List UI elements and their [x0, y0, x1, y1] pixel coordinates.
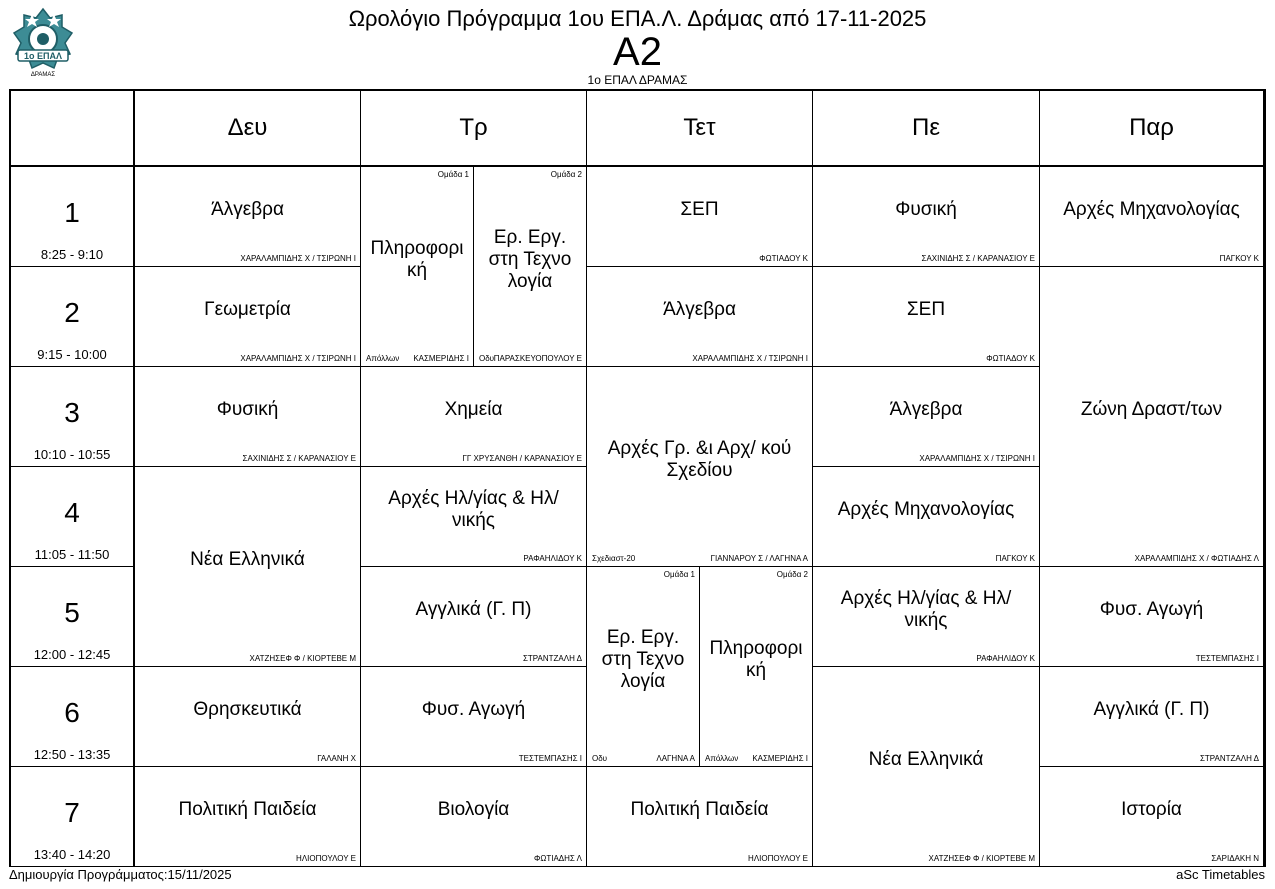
period-cell — [11, 567, 135, 667]
lesson-room: Απόλλων — [366, 354, 400, 363]
lesson-room: Σχεδιαστ-20 — [592, 554, 636, 563]
lesson-room: Οδυ — [592, 754, 608, 763]
lesson-teacher: ΤΕΣΤΕΜΠΑΣΗΣ Ι — [1195, 654, 1259, 663]
lesson-teacher: ΗΛΙΟΠΟΥΛΟΥ Ε — [296, 854, 356, 863]
lesson-teacher: ΚΑΣΜΕΡΙΔΗΣ Ι — [413, 354, 469, 363]
lesson-teacher: ΣΑΧΙΝΙΔΗΣ Σ / ΚΑΡΑΝΑΣΙΟΥ Ε — [921, 254, 1035, 263]
lesson-teacher: ΠΑΓΚΟΥ Κ — [1219, 254, 1259, 263]
period-number: 5 — [64, 597, 80, 628]
timetable-grid — [9, 89, 1266, 867]
lesson-cell[interactable] — [813, 467, 1040, 567]
creation-date: Δημιουργία Προγράμματος:15/11/2025 — [9, 867, 232, 882]
lesson-teacher: ΣΑΧΙΝΙΔΗΣ Σ / ΚΑΡΑΝΑΣΙΟΥ Ε — [242, 454, 356, 463]
lesson-teacher: ΧΑΡΑΛΑΜΠΙΔΗΣ Χ / ΤΣΙΡΩΝΗ Ι — [240, 354, 356, 363]
lesson-subject: Βιολογία — [437, 798, 510, 820]
lesson-teacher: ΧΑΤΖΗΣΕΦ Φ / ΚΙΟΡΤΕΒΕ Μ — [928, 854, 1035, 863]
period-number: 3 — [64, 397, 80, 428]
lesson-cell[interactable] — [813, 267, 1040, 367]
day-header: Τετ — [587, 91, 813, 167]
school-logo-icon — [10, 6, 76, 80]
day-header: Δευ — [135, 91, 361, 167]
lesson-subject: Νέα Ελληνικά — [190, 548, 305, 570]
lesson-teacher: ΧΑΡΑΛΑΜΠΙΔΗΣ Χ / ΤΣΙΡΩΝΗ Ι — [692, 354, 808, 363]
lesson-cell[interactable] — [587, 267, 813, 367]
lesson-cell[interactable] — [1040, 567, 1264, 667]
lesson-teacher: ΣΤΡΑΝΤΖΑΛΗ Δ — [1199, 754, 1259, 763]
day-header: Πε — [813, 91, 1040, 167]
lesson-teacher: ΚΑΣΜΕΡΙΔΗΣ Ι — [752, 754, 808, 763]
lesson-cell[interactable] — [587, 367, 813, 567]
period-time: 12:00 - 12:45 — [33, 647, 111, 662]
lesson-cell[interactable] — [361, 667, 587, 767]
lesson-subject: Άλγεβρα — [663, 298, 736, 320]
lesson-cell[interactable] — [1040, 267, 1264, 567]
period-time: 13:40 - 14:20 — [33, 847, 111, 862]
lesson-teacher: ΧΑΤΖΗΣΕΦ Φ / ΚΙΟΡΤΕΒΕ Μ — [249, 654, 356, 663]
period-number: 4 — [64, 497, 80, 528]
lesson-teacher: ΦΩΤΙΑΔΟΥ Κ — [986, 354, 1035, 363]
lesson-subject: Αρχές Μηχανολογίας — [837, 498, 1015, 520]
lesson-subject: Αρχές Γρ. &ι Αρχ/ κού Σχεδίου — [607, 437, 792, 481]
lesson-teacher: ΦΩΤΙΑΔΗΣ Λ — [534, 854, 582, 863]
lesson-teacher: ΧΑΡΑΛΑΜΠΙΔΗΣ Χ / ΤΣΙΡΩΝΗ Ι — [919, 454, 1035, 463]
lesson-cell[interactable] — [700, 567, 813, 767]
lesson-cell[interactable] — [474, 167, 587, 367]
lesson-subject: ΣΕΠ — [906, 298, 946, 320]
lesson-cell[interactable] — [587, 167, 813, 267]
lesson-teacher: ΡΑΦΑΗΛΙΔΟΥ Κ — [523, 554, 582, 563]
lesson-subject: Φυσ. Αγωγή — [1099, 598, 1204, 620]
lesson-subject: Πολιτική Παιδεία — [630, 798, 769, 820]
period-cell — [11, 467, 135, 567]
lesson-teacher: ΠΑΡΑΣΚΕΥΟΠΟΥΛΟΥ Ε — [493, 354, 582, 363]
lesson-room: Απόλλων — [705, 754, 739, 763]
lesson-subject: Φυσική — [216, 398, 279, 420]
period-cell — [11, 167, 135, 267]
lesson-cell[interactable] — [813, 167, 1040, 267]
lesson-cell[interactable] — [361, 367, 587, 467]
lesson-subject: Γεωμετρία — [204, 298, 291, 320]
lesson-teacher: ΓΙΑΝΝΑΡΟΥ Σ / ΛΑΓΗΝΑ Α — [710, 554, 808, 563]
lesson-cell[interactable] — [135, 767, 361, 867]
lesson-cell[interactable] — [361, 167, 474, 367]
lesson-subject: Άλγεβρα — [211, 198, 284, 220]
lesson-teacher: ΗΛΙΟΠΟΥΛΟΥ Ε — [748, 854, 808, 863]
lesson-subject: Αγγλικά (Γ. Π) — [415, 598, 532, 620]
lesson-room: Οδυ — [479, 354, 495, 363]
corner-cell — [11, 91, 135, 167]
class-name: A2 — [613, 30, 662, 74]
lesson-cell[interactable] — [1040, 667, 1264, 767]
period-cell — [11, 767, 135, 867]
lesson-teacher: ΦΩΤΙΑΔΟΥ Κ — [759, 254, 808, 263]
lesson-subject: Φυσική — [895, 198, 957, 220]
lesson-subject: Θρησκευτικά — [193, 698, 302, 720]
lesson-group: Ομάδα 1 — [437, 170, 469, 179]
lesson-subject: Αρχές Μηχανολογίας — [1063, 198, 1240, 220]
lesson-subject: Πληροφορι κή — [709, 637, 803, 681]
period-cell — [11, 267, 135, 367]
lesson-subject: Ζώνη Δραστ/των — [1080, 398, 1223, 420]
lesson-subject: Πολιτική Παιδεία — [178, 798, 317, 820]
lesson-cell[interactable] — [135, 667, 361, 767]
lesson-cell[interactable] — [587, 767, 813, 867]
lesson-cell[interactable] — [361, 567, 587, 667]
period-time: 9:15 - 10:00 — [37, 347, 107, 362]
lesson-teacher: ΧΑΡΑΛΑΜΠΙΔΗΣ Χ / ΤΣΙΡΩΝΗ Ι — [240, 254, 356, 263]
software-credit: aSc Timetables — [1176, 867, 1265, 882]
lesson-group: Ομάδα 2 — [550, 170, 582, 179]
lesson-cell[interactable] — [813, 667, 1040, 867]
period-number: 1 — [64, 197, 80, 228]
lesson-teacher: ΓΑΛΑΝΗ Χ — [317, 754, 356, 763]
lesson-teacher: ΤΕΣΤΕΜΠΑΣΗΣ Ι — [518, 754, 582, 763]
lesson-cell[interactable] — [135, 467, 361, 667]
lesson-group: Ομάδα 1 — [663, 570, 695, 579]
lesson-subject: Αγγλικά (Γ. Π) — [1093, 698, 1210, 720]
lesson-teacher: ΛΑΓΗΝΑ Α — [656, 754, 695, 763]
lesson-cell[interactable] — [361, 767, 587, 867]
lesson-subject: Αρχές Ηλ/γίας & Ηλ/ νικής — [840, 587, 1012, 631]
logo-text: 1ο ΕΠΑΛ — [23, 51, 63, 61]
period-number: 7 — [64, 797, 80, 828]
lesson-cell[interactable] — [135, 167, 361, 267]
lesson-subject: ΣΕΠ — [680, 198, 719, 220]
lesson-cell[interactable] — [135, 267, 361, 367]
school-logo — [10, 6, 76, 80]
lesson-teacher: ΡΑΦΑΗΛΙΔΟΥ Κ — [976, 654, 1035, 663]
lesson-cell[interactable] — [813, 567, 1040, 667]
lesson-cell[interactable] — [135, 367, 361, 467]
period-cell — [11, 367, 135, 467]
lesson-cell[interactable] — [1040, 767, 1264, 867]
school-name: 1ο ΕΠΑΛ ΔΡΑΜΑΣ — [587, 73, 688, 87]
lesson-teacher: ΠΑΓΚΟΥ Κ — [995, 554, 1035, 563]
lesson-group: Ομάδα 2 — [776, 570, 808, 579]
lesson-teacher: ΣΑΡΙΔΑΚΗ Ν — [1211, 854, 1259, 863]
lesson-cell[interactable] — [361, 467, 587, 567]
lesson-subject: Χημεία — [444, 398, 503, 420]
period-number: 6 — [64, 697, 80, 728]
lesson-cell[interactable] — [587, 567, 700, 767]
lesson-subject: Ιστορία — [1121, 798, 1182, 820]
page-title: Ωρολόγιο Πρόγραμμα 1ου ΕΠΑ.Λ. Δράμας από 17-11-2025 — [348, 6, 927, 31]
lesson-subject: Νέα Ελληνικά — [868, 748, 984, 770]
lesson-teacher: ΧΑΡΑΛΑΜΠΙΔΗΣ Χ / ΦΩΤΙΑΔΗΣ Λ — [1134, 554, 1259, 563]
period-cell — [11, 667, 135, 767]
period-time: 11:05 - 11:50 — [34, 547, 110, 562]
lesson-subject: Φυσ. Αγωγή — [421, 698, 526, 720]
logo-subtext: ΔΡΑΜΑΣ — [30, 72, 56, 78]
day-header: Τρ — [361, 91, 587, 167]
day-header: Παρ — [1040, 91, 1264, 167]
period-number: 2 — [64, 297, 80, 328]
lesson-subject: Ερ. Εργ. στη Τεχνο λογία — [601, 626, 685, 692]
lesson-teacher: ΣΤΡΑΝΤΖΑΛΗ Δ — [522, 654, 582, 663]
period-time: 12:50 - 13:35 — [33, 747, 111, 762]
lesson-teacher: ΓΓ ΧΡΥΣΑΝΘΗ / ΚΑΡΑΝΑΣΙΟΥ Ε — [462, 454, 582, 463]
lesson-subject: Άλγεβρα — [889, 398, 963, 420]
lesson-subject: Ερ. Εργ. στη Τεχνο λογία — [488, 226, 572, 292]
lesson-cell[interactable] — [813, 367, 1040, 467]
lesson-subject: Πληροφορι κή — [370, 237, 464, 281]
period-time: 10:10 - 10:55 — [33, 447, 111, 462]
lesson-subject: Αρχές Ηλ/γίας & Ηλ/ νικής — [388, 487, 559, 531]
lesson-cell[interactable] — [1040, 167, 1264, 267]
period-time: 8:25 - 9:10 — [40, 247, 104, 262]
